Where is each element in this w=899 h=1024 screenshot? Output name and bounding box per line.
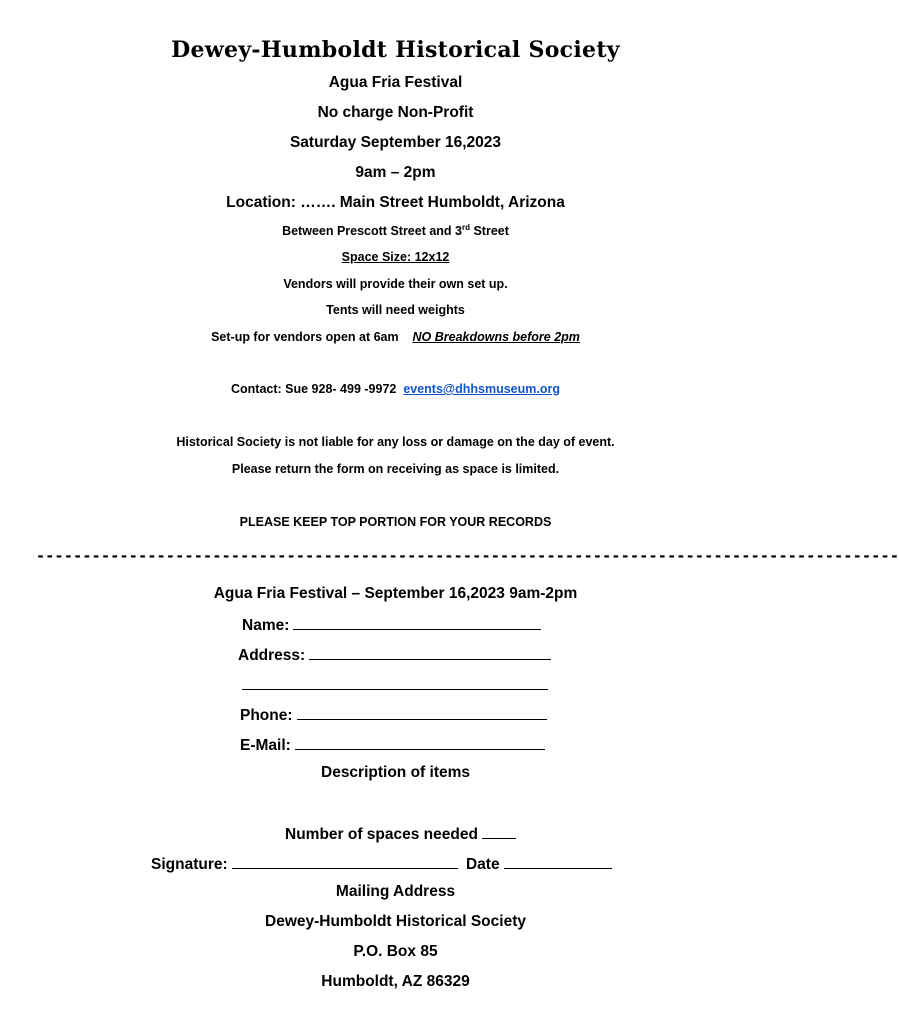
- liability-note: Historical Society is not liable for any loss or damage on the day of event.: [176, 435, 615, 449]
- mailing-org: Dewey-Humboldt Historical Society: [265, 913, 526, 930]
- contact-email-link[interactable]: events@dhhsmuseum.org: [403, 382, 560, 396]
- address-label: Address:: [238, 647, 306, 664]
- name-label: Name:: [242, 617, 290, 634]
- mailing-city: Humboldt, AZ 86329: [321, 973, 470, 990]
- address-row: [238, 645, 551, 665]
- spaces-field[interactable]: [482, 824, 516, 839]
- location-detail-suffix: Street: [470, 224, 509, 239]
- description-label: Description of items: [321, 764, 470, 781]
- name-row: [242, 615, 541, 635]
- phone-field[interactable]: [297, 705, 547, 720]
- keep-top-note: PLEASE KEEP TOP PORTION FOR YOUR RECORDS: [239, 515, 552, 529]
- event-date: Saturday September 16,2023: [289, 134, 502, 151]
- date-label: Date: [465, 856, 500, 873]
- setup-line: [0, 330, 791, 344]
- date-field[interactable]: [504, 854, 612, 869]
- email-row: [240, 735, 545, 755]
- spaces-label: Number of spaces needed: [285, 826, 478, 843]
- signature-field[interactable]: [232, 854, 458, 869]
- spaces-row: [285, 824, 516, 844]
- address-line2-field[interactable]: [242, 675, 548, 690]
- contact-line: [0, 382, 791, 396]
- location-detail-sup: rd: [462, 223, 470, 232]
- space-size: [0, 250, 791, 264]
- return-form-note: Please return the form on receiving as space is limited.: [231, 462, 560, 476]
- location-detail-prefix: Between Prescott Street and 3: [282, 224, 462, 239]
- signature-row: [151, 854, 612, 874]
- vendors-setup: Vendors will provide their own set up.: [283, 277, 508, 291]
- cut-line-divider: ---------------------------------------------------------------------------------------------: [36, 547, 899, 565]
- address-field[interactable]: [309, 645, 551, 660]
- event-location: Location: ……. Main Street Humboldt, Arizona: [226, 194, 565, 211]
- contact-text: Contact: Sue 928- 499 -9972: [231, 382, 397, 396]
- location-detail: [0, 223, 791, 238]
- charge-note: No charge Non-Profit: [317, 104, 474, 121]
- no-breakdowns: NO Breakdowns before 2pm: [412, 330, 580, 344]
- phone-row: [240, 705, 547, 725]
- space-size-text: Space Size: 12x12: [341, 250, 450, 264]
- mailing-heading: Mailing Address: [335, 883, 456, 900]
- name-field[interactable]: [293, 615, 541, 630]
- signature-label: Signature:: [151, 856, 228, 873]
- event-time: 9am – 2pm: [355, 164, 436, 181]
- email-label: E-Mail:: [240, 737, 291, 754]
- phone-label: Phone:: [240, 707, 293, 724]
- email-field[interactable]: [295, 735, 545, 750]
- address-line2-row: [242, 675, 548, 695]
- setup-open: Set-up for vendors open at 6am: [211, 330, 399, 344]
- form-heading: Agua Fria Festival – September 16,2023 9am-2pm: [213, 585, 578, 602]
- event-name: Agua Fria Festival: [328, 74, 463, 91]
- page-title: Dewey-Humboldt Historical Society: [171, 37, 620, 63]
- mailing-po-box: P.O. Box 85: [353, 943, 438, 960]
- tents-note: Tents will need weights: [326, 303, 465, 317]
